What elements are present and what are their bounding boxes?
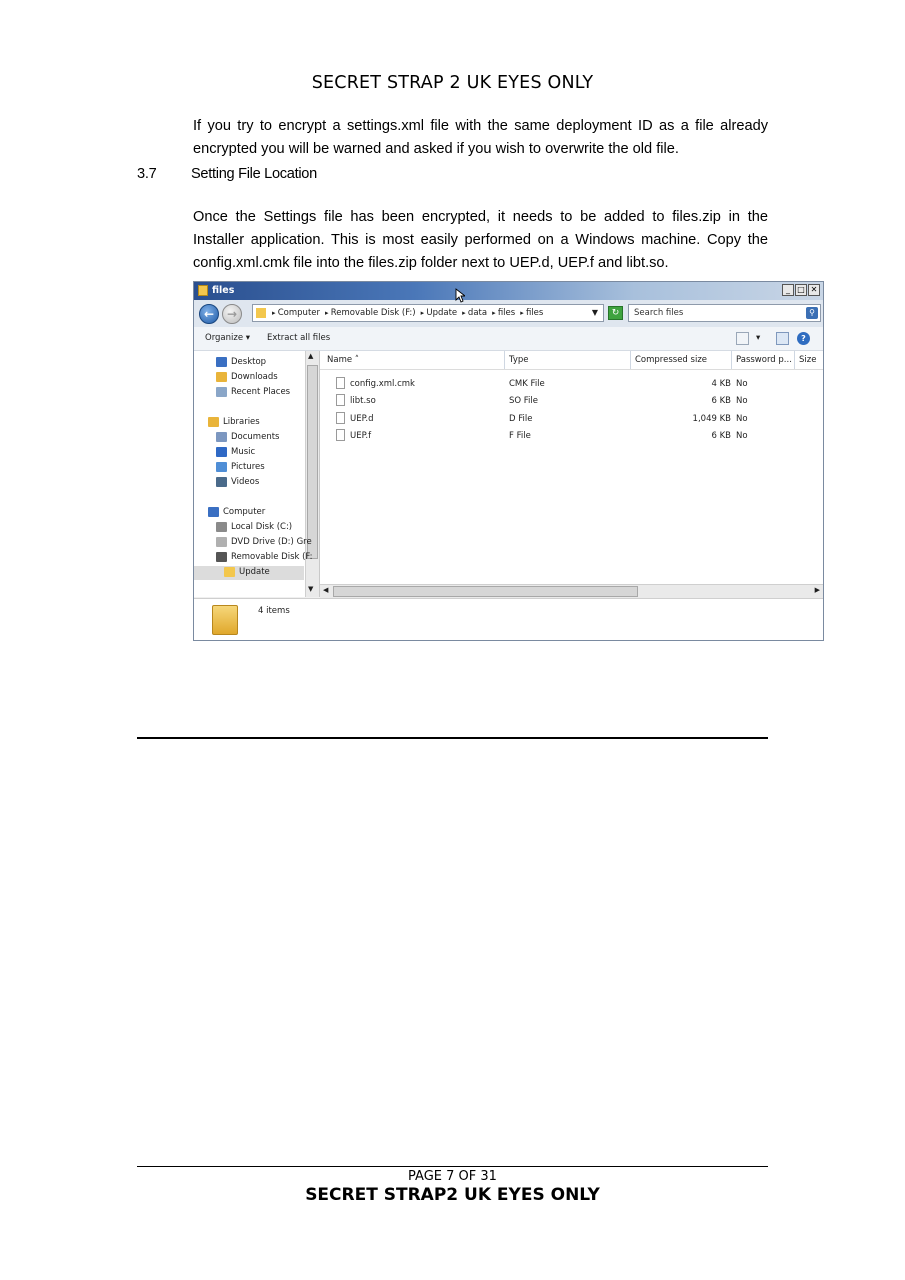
- close-button[interactable]: ✕: [808, 284, 820, 296]
- scroll-thumb[interactable]: [333, 586, 638, 597]
- search-input[interactable]: [628, 304, 821, 322]
- breadcrumb-separator-icon[interactable]: ▸: [325, 309, 331, 317]
- file-row[interactable]: [320, 376, 823, 393]
- column-separator[interactable]: [731, 351, 732, 369]
- folder-icon: [198, 285, 208, 296]
- nav-item[interactable]: [194, 461, 304, 475]
- nav-item[interactable]: [194, 566, 304, 580]
- footer-divider: [137, 1166, 768, 1167]
- folder-icon: [224, 567, 235, 577]
- column-header-row: [320, 351, 823, 370]
- refresh-button[interactable]: ↻: [608, 306, 623, 320]
- dvd-drive-icon: [216, 537, 227, 547]
- file-row[interactable]: [320, 393, 823, 410]
- window-title: files: [212, 285, 235, 296]
- explorer-window: [193, 281, 824, 641]
- horizontal-scrollbar[interactable]: [320, 584, 823, 599]
- column-password[interactable]: Password p...: [736, 355, 792, 365]
- column-compressed-size[interactable]: Compressed size: [635, 355, 708, 365]
- breadcrumb-separator-icon[interactable]: ▸: [520, 309, 526, 317]
- scroll-right-icon[interactable]: ▶: [814, 586, 820, 594]
- nav-item[interactable]: [194, 386, 304, 400]
- breadcrumb-separator-icon[interactable]: ▸: [272, 309, 278, 317]
- breadcrumb-item[interactable]: files: [497, 308, 516, 318]
- column-separator[interactable]: [630, 351, 631, 369]
- back-button[interactable]: [199, 304, 219, 324]
- search-placeholder: Search files: [634, 308, 684, 318]
- videos-icon: [216, 477, 227, 487]
- command-bar: [194, 327, 823, 351]
- breadcrumb-item[interactable]: data: [467, 308, 488, 318]
- file-icon: [336, 412, 345, 424]
- removable-disk-icon: [216, 552, 227, 562]
- breadcrumb-item[interactable]: Computer: [277, 308, 321, 318]
- file-password: No: [736, 396, 748, 407]
- nav-item[interactable]: [194, 521, 304, 535]
- breadcrumb-item[interactable]: Update: [426, 308, 458, 318]
- breadcrumb-separator-icon[interactable]: ▸: [462, 309, 468, 317]
- file-password: No: [736, 413, 748, 424]
- title-bar[interactable]: [194, 282, 823, 300]
- scroll-down-icon[interactable]: ▼: [308, 585, 314, 593]
- extract-all-button[interactable]: Extract all files: [267, 333, 331, 343]
- file-list: [320, 351, 823, 597]
- file-type: CMK File: [509, 379, 545, 389]
- nav-item[interactable]: [194, 446, 304, 460]
- chevron-down-icon[interactable]: ▼: [591, 308, 598, 317]
- back-arrow-icon: ←: [203, 307, 215, 321]
- file-name: UEP.d: [350, 413, 374, 424]
- breadcrumb-separator-icon[interactable]: ▸: [492, 309, 498, 317]
- forward-button[interactable]: [222, 304, 242, 324]
- nav-item-label: Pictures: [231, 462, 265, 472]
- nav-item-label: DVD Drive (D:) Gre: [231, 537, 312, 547]
- classification-footer: SECRET STRAP2 UK EYES ONLY: [305, 1185, 600, 1205]
- file-icon: [336, 377, 345, 389]
- column-type[interactable]: Type: [509, 355, 529, 365]
- file-type: F File: [509, 430, 531, 441]
- section-number: 3.7: [137, 166, 157, 182]
- breadcrumb: [272, 308, 548, 318]
- forward-arrow-icon: →: [226, 307, 238, 321]
- nav-item-label: Music: [231, 447, 256, 457]
- classification-header: SECRET STRAP 2 UK EYES ONLY: [311, 73, 594, 93]
- nav-item-label: Desktop: [231, 357, 267, 367]
- file-icon: [336, 429, 345, 441]
- page-number: PAGE 7 OF 31: [408, 1169, 497, 1184]
- file-row[interactable]: [320, 411, 823, 428]
- column-separator[interactable]: [794, 351, 795, 369]
- local-disk-icon: [216, 522, 227, 532]
- nav-item[interactable]: [194, 371, 304, 385]
- navigation-pane: [194, 351, 320, 597]
- search-icon[interactable]: ⚲: [806, 307, 818, 319]
- section-title: Setting File Location: [191, 166, 317, 182]
- file-row[interactable]: [320, 428, 823, 445]
- scroll-up-icon[interactable]: ▲: [308, 352, 314, 360]
- column-separator[interactable]: [504, 351, 505, 369]
- nav-item-label: Videos: [231, 477, 260, 487]
- nav-item-label: Documents: [231, 432, 280, 442]
- breadcrumb-item[interactable]: Removable Disk (F:): [330, 308, 416, 318]
- desktop-icon: [216, 357, 227, 367]
- file-icon: [336, 394, 345, 406]
- file-name: config.xml.cmk: [350, 379, 415, 389]
- file-name: UEP.f: [350, 430, 372, 441]
- nav-item[interactable]: [194, 476, 304, 490]
- breadcrumb-separator-icon[interactable]: ▸: [420, 309, 427, 317]
- scroll-left-icon[interactable]: ◀: [323, 586, 329, 594]
- organize-button[interactable]: Organize ▾: [205, 333, 251, 343]
- file-compressed-size: 6 KB: [711, 396, 731, 407]
- folder-icon: [212, 605, 238, 635]
- nav-item-label: Downloads: [231, 372, 278, 382]
- item-count: 4 items: [258, 606, 290, 616]
- documents-icon: [216, 432, 227, 442]
- view-options-icon[interactable]: [736, 332, 749, 345]
- column-name[interactable]: Name ˄: [327, 355, 360, 365]
- libraries-icon: [208, 417, 219, 427]
- help-icon[interactable]: ?: [797, 332, 810, 345]
- nav-item-label: Computer: [223, 507, 266, 517]
- section-heading: [137, 166, 317, 182]
- file-compressed-size: 1,049 KB: [692, 413, 731, 424]
- music-icon: [216, 447, 227, 457]
- downloads-icon: [216, 372, 227, 382]
- recent-places-icon: [216, 387, 227, 397]
- folder-icon: [256, 308, 266, 318]
- nav-item[interactable]: [194, 551, 313, 565]
- file-name: libt.so: [350, 396, 376, 407]
- computer-icon: [208, 507, 219, 517]
- pictures-icon: [216, 462, 227, 472]
- scroll-thumb[interactable]: [307, 365, 318, 559]
- nav-item-label: Local Disk (C:): [231, 522, 293, 532]
- nav-item[interactable]: [194, 416, 304, 430]
- file-password: No: [736, 430, 748, 441]
- address-bar[interactable]: [252, 304, 604, 322]
- window-controls: [782, 284, 820, 296]
- minimize-button[interactable]: _: [782, 284, 794, 296]
- file-type: SO File: [509, 396, 539, 407]
- divider: [137, 737, 768, 739]
- file-compressed-size: 4 KB: [711, 379, 731, 389]
- maximize-button[interactable]: □: [795, 284, 807, 296]
- nav-item-label: Removable Disk (F:: [231, 552, 313, 562]
- nav-item-label: Update: [239, 567, 270, 577]
- file-password: No: [736, 379, 748, 389]
- chevron-down-icon[interactable]: ▾: [756, 333, 761, 343]
- nav-item[interactable]: [194, 356, 304, 370]
- nav-item[interactable]: [194, 506, 304, 520]
- address-bar-area: [194, 300, 823, 327]
- preview-pane-icon[interactable]: [776, 332, 789, 345]
- column-size[interactable]: Size: [799, 355, 817, 365]
- nav-item-label: Libraries: [223, 417, 260, 427]
- mouse-cursor-icon: [455, 288, 465, 303]
- nav-item-label: Recent Places: [231, 387, 291, 397]
- breadcrumb-item[interactable]: files: [525, 308, 544, 318]
- paragraph-instructions: Once the Settings file has been encrypted, it needs to be added to files.zip in the Installer application. This is most easily performed on a Windows machine. Copy the config.xml.cmk file into the files.zip folder next to UEP.d, UEP.f and libt.so.: [193, 209, 768, 271]
- file-type: D File: [509, 413, 533, 424]
- file-compressed-size: 6 KB: [711, 430, 731, 441]
- paragraph-overwrite-warning: If you try to encrypt a settings.xml file with the same deployment ID as a file already encrypted you will be warned and asked if you wish to overwrite the old file.: [193, 118, 768, 157]
- nav-item[interactable]: [194, 536, 312, 550]
- details-pane: [194, 598, 823, 640]
- nav-item[interactable]: [194, 431, 304, 445]
